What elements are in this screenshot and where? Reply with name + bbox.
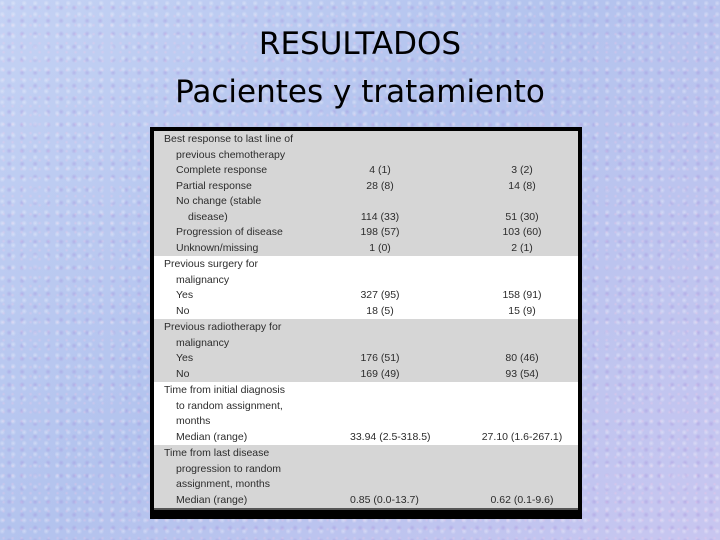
section-header-row	[154, 414, 578, 430]
table-section	[154, 382, 578, 445]
value-group-1: 1 (0)	[369, 241, 391, 254]
row-label: No	[176, 367, 190, 380]
value-group-2: 3 (2)	[511, 164, 533, 176]
section-header-row	[154, 383, 578, 399]
section-header-label: Previous surgery for	[164, 258, 258, 270]
value-group-2: 158 (91)	[502, 289, 542, 301]
row-label: Complete response	[176, 164, 268, 176]
value-group-2: 51 (30)	[505, 210, 539, 223]
value-group-1: 176 (51)	[360, 352, 400, 364]
section-header-label: to random assignment,	[176, 399, 283, 412]
value-group-1: 114 (33)	[360, 210, 400, 223]
value-group-2: 80 (46)	[505, 352, 539, 364]
value-group-1: 169 (49)	[360, 367, 400, 380]
section-header-label: previous chemotherapy	[176, 148, 286, 161]
row-label: No change (stable	[176, 195, 262, 207]
value-group-1: 0.85 (0.0-13.7)	[350, 493, 419, 506]
section-header-row	[154, 148, 578, 164]
table-row	[154, 163, 578, 179]
section-header-label: Best response to last line of	[164, 133, 293, 145]
value-group-1: 327 (95)	[360, 289, 400, 301]
title-results: RESULTADOS	[258, 26, 462, 62]
table-row	[154, 304, 578, 320]
section-header-label: months	[176, 415, 211, 427]
row-label: Yes	[176, 352, 194, 364]
section-header-row	[154, 320, 578, 336]
table-section	[154, 319, 578, 382]
table-row	[154, 179, 578, 195]
section-header-label: Time from last disease	[164, 447, 270, 459]
row-label: disease)	[188, 210, 228, 223]
table-row	[154, 493, 578, 509]
value-group-1: 28 (8)	[366, 179, 394, 192]
title-patients-treatment: Pacientes y tratamiento	[175, 74, 545, 110]
value-group-1: 4 (1)	[369, 164, 391, 176]
value-group-2: 0.62 (0.1-9.6)	[490, 493, 554, 506]
row-label: Partial response	[176, 179, 252, 192]
section-header-label: malignancy	[176, 273, 230, 286]
value-group-2: 2 (1)	[511, 241, 533, 254]
table-section	[154, 445, 578, 510]
table-row	[154, 241, 578, 257]
section-header-row	[154, 446, 578, 462]
value-group-2: 27.10 (1.6-267.1)	[481, 430, 563, 443]
section-header-row	[154, 132, 578, 148]
row-label: Median (range)	[176, 430, 248, 443]
value-group-1: 18 (5)	[366, 304, 394, 317]
table-section	[154, 256, 578, 319]
row-label: Progression of disease	[176, 226, 283, 238]
value-group-1: 33.94 (2.5-318.5)	[350, 430, 431, 443]
section-header-row	[154, 273, 578, 289]
row-label: Median (range)	[176, 493, 248, 506]
section-header-label: Time from initial diagnosis	[164, 384, 285, 396]
table-row	[154, 288, 578, 304]
section-header-row	[154, 336, 578, 352]
table-row	[154, 225, 578, 241]
row-label: Unknown/missing	[176, 241, 259, 254]
table-section	[154, 131, 578, 256]
section-header-label: Previous radiotherapy for	[164, 321, 282, 333]
value-group-2: 14 (8)	[508, 179, 536, 192]
table-image-frame	[150, 127, 582, 519]
value-group-2: 103 (60)	[502, 226, 542, 238]
patient-characteristics-table	[154, 131, 578, 515]
row-label: No	[176, 304, 190, 317]
value-group-2: 93 (54)	[505, 367, 539, 380]
table-row	[154, 367, 578, 383]
section-header-label: assignment, months	[176, 478, 270, 490]
table-row	[154, 351, 578, 367]
section-header-row	[154, 462, 578, 478]
section-header-row	[154, 399, 578, 415]
table-row	[154, 430, 578, 446]
section-header-label: malignancy	[176, 336, 230, 349]
table-row	[154, 194, 578, 210]
value-group-2: 15 (9)	[508, 304, 536, 317]
row-label: Yes	[176, 289, 194, 301]
section-header-label: progression to random	[176, 462, 282, 475]
value-group-1: 198 (57)	[360, 226, 400, 238]
table-row	[154, 210, 578, 226]
section-header-row	[154, 477, 578, 493]
section-header-row	[154, 257, 578, 273]
